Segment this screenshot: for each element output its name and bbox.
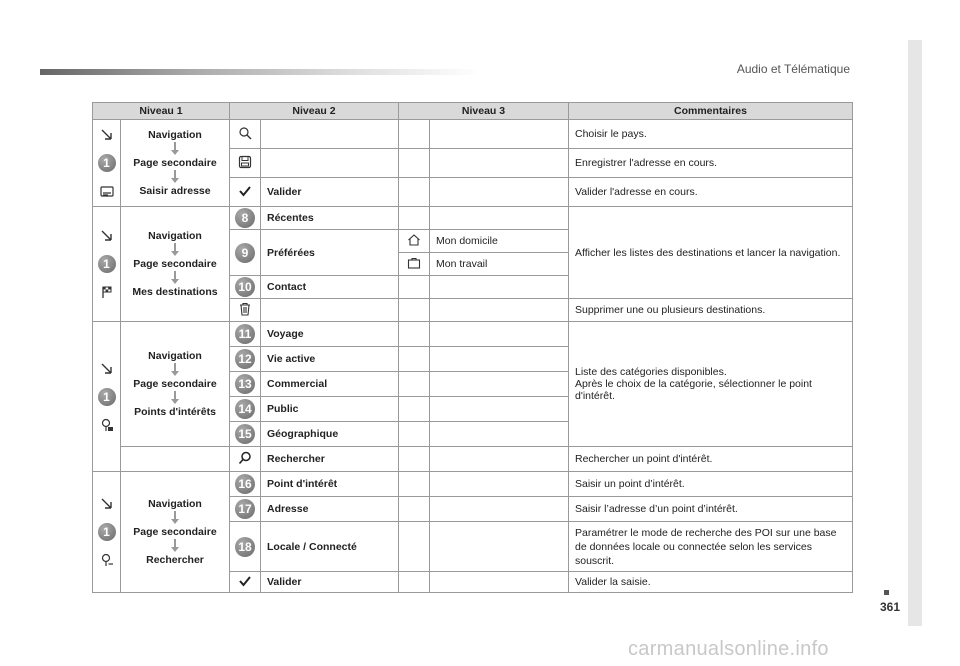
level-navigation: Navigation xyxy=(148,129,202,141)
step-badge: 12 xyxy=(235,349,255,369)
comment-cell: Choisir le pays. xyxy=(569,120,853,149)
table-row xyxy=(93,120,853,149)
level-page-secondaire: Page secondaire xyxy=(133,378,217,390)
header-gradient-bar xyxy=(40,69,480,75)
step-badge: 10 xyxy=(235,277,255,297)
destination-flag-icon xyxy=(100,285,114,299)
trash-icon[interactable] xyxy=(238,302,252,316)
group1-icons xyxy=(93,120,121,207)
group3-icons xyxy=(93,322,121,472)
group4-icons xyxy=(93,472,121,593)
col-header-level3: Niveau 3 xyxy=(399,103,569,120)
col-header-level2: Niveau 2 xyxy=(230,103,399,120)
level2-label: Rechercher xyxy=(261,447,399,472)
table-row xyxy=(93,447,853,472)
step-badge: 11 xyxy=(235,324,255,344)
level2-label: Public xyxy=(261,397,399,422)
group3-levels xyxy=(121,322,230,447)
comment-line: Liste des catégories disponibles. xyxy=(575,366,727,378)
down-arrow-icon xyxy=(171,142,179,156)
level2-label: Adresse xyxy=(261,497,399,522)
table-row xyxy=(93,207,853,230)
poi-pin-icon xyxy=(100,418,114,432)
level-saisir-adresse: Saisir adresse xyxy=(139,185,211,197)
level-page-secondaire: Page secondaire xyxy=(133,157,217,169)
navigation-arrow-icon xyxy=(100,362,114,376)
group2-levels xyxy=(121,207,230,322)
down-arrow-icon xyxy=(171,511,179,525)
comment-line: Après le choix de la catégorie, sélectionner le point d'intérêt. xyxy=(575,378,812,402)
col-header-comments: Commentaires xyxy=(569,103,853,120)
level2-label: Géographique xyxy=(261,422,399,447)
level-points-interets: Points d'intérêts xyxy=(134,406,216,418)
country-globe-icon xyxy=(238,126,252,140)
home-icon[interactable] xyxy=(407,233,421,247)
watermark: carmanualsonline.info xyxy=(628,638,829,660)
comment-cell: Rechercher un point d'intérêt. xyxy=(569,447,853,472)
group2-icons xyxy=(93,207,121,322)
step-badge: 18 xyxy=(235,537,255,557)
step-badge: 13 xyxy=(235,374,255,394)
step-badge: 8 xyxy=(235,208,255,228)
level-page-secondaire: Page secondaire xyxy=(133,258,217,270)
step-badge: 16 xyxy=(235,474,255,494)
table-row xyxy=(93,472,853,497)
level-navigation: Navigation xyxy=(148,498,202,510)
level-mes-destinations: Mes destinations xyxy=(132,286,218,298)
comment-cell: Supprimer une ou plusieurs destinations. xyxy=(569,299,853,322)
comment-cell: Paramétrer le mode de recherche des POI sur une base de données locale ou connectée selon les services souscrit. xyxy=(569,522,853,572)
checkmark-icon[interactable] xyxy=(238,184,252,198)
checkmark-icon[interactable] xyxy=(238,574,252,588)
page-header-title: Audio et Télématique xyxy=(736,62,850,76)
level-page-secondaire: Page secondaire xyxy=(133,526,217,538)
comment-cell: Saisir l’adresse d’un point d’intérêt. xyxy=(569,497,853,522)
down-arrow-icon xyxy=(171,391,179,405)
navigation-arrow-icon xyxy=(100,497,114,511)
page-number: 361 xyxy=(880,600,901,614)
down-arrow-icon xyxy=(171,170,179,184)
work-briefcase-icon[interactable] xyxy=(407,256,421,270)
level2-label: Commercial xyxy=(261,372,399,397)
step-badge: 1 xyxy=(98,388,116,406)
level2-label: Récentes xyxy=(261,207,399,230)
level-navigation: Navigation xyxy=(148,230,202,242)
search-icon[interactable] xyxy=(238,451,252,465)
comment-cell: Valider la saisie. xyxy=(569,572,853,593)
level-rechercher: Rechercher xyxy=(146,554,204,566)
poi-search-icon xyxy=(100,553,114,567)
step-badge: 1 xyxy=(98,255,116,273)
level-navigation: Navigation xyxy=(148,350,202,362)
page-marker xyxy=(884,590,889,595)
level2-label: Locale / Connecté xyxy=(261,522,399,572)
group4-levels xyxy=(121,472,230,593)
comment-cell xyxy=(569,322,853,447)
table-header-row xyxy=(93,103,853,120)
level2-label: Valider xyxy=(261,178,399,207)
group1-levels xyxy=(121,120,230,207)
step-badge: 15 xyxy=(235,424,255,444)
level3-label: Mon travail xyxy=(430,253,569,276)
comment-cell: Afficher les listes des destinations et lancer la navigation. xyxy=(569,207,853,299)
table-row xyxy=(93,322,853,347)
comment-cell: Valider l'adresse en cours. xyxy=(569,178,853,207)
address-card-icon xyxy=(100,184,114,198)
level2-label: Point d'intérêt xyxy=(261,472,399,497)
navigation-arrow-icon xyxy=(100,128,114,142)
level2-label: Voyage xyxy=(261,322,399,347)
step-badge: 9 xyxy=(235,243,255,263)
menu-table xyxy=(92,102,853,593)
page-sidebar-strip xyxy=(908,40,922,626)
step-badge: 14 xyxy=(235,399,255,419)
step-badge: 17 xyxy=(235,499,255,519)
level2-label: Contact xyxy=(261,276,399,299)
level2-label: Valider xyxy=(261,572,399,593)
navigation-arrow-icon xyxy=(100,229,114,243)
down-arrow-icon xyxy=(171,539,179,553)
comment-cell: Saisir un point d’intérêt. xyxy=(569,472,853,497)
level2-label: Préférées xyxy=(261,230,399,276)
down-arrow-icon xyxy=(171,363,179,377)
down-arrow-icon xyxy=(171,243,179,257)
step-badge: 1 xyxy=(98,523,116,541)
col-header-level1: Niveau 1 xyxy=(93,103,230,120)
step-badge: 1 xyxy=(98,154,116,172)
save-floppy-icon[interactable] xyxy=(238,155,252,169)
level2-label: Vie active xyxy=(261,347,399,372)
level3-label: Mon domicile xyxy=(430,230,569,253)
down-arrow-icon xyxy=(171,271,179,285)
comment-cell: Enregistrer l'adresse en cours. xyxy=(569,149,853,178)
